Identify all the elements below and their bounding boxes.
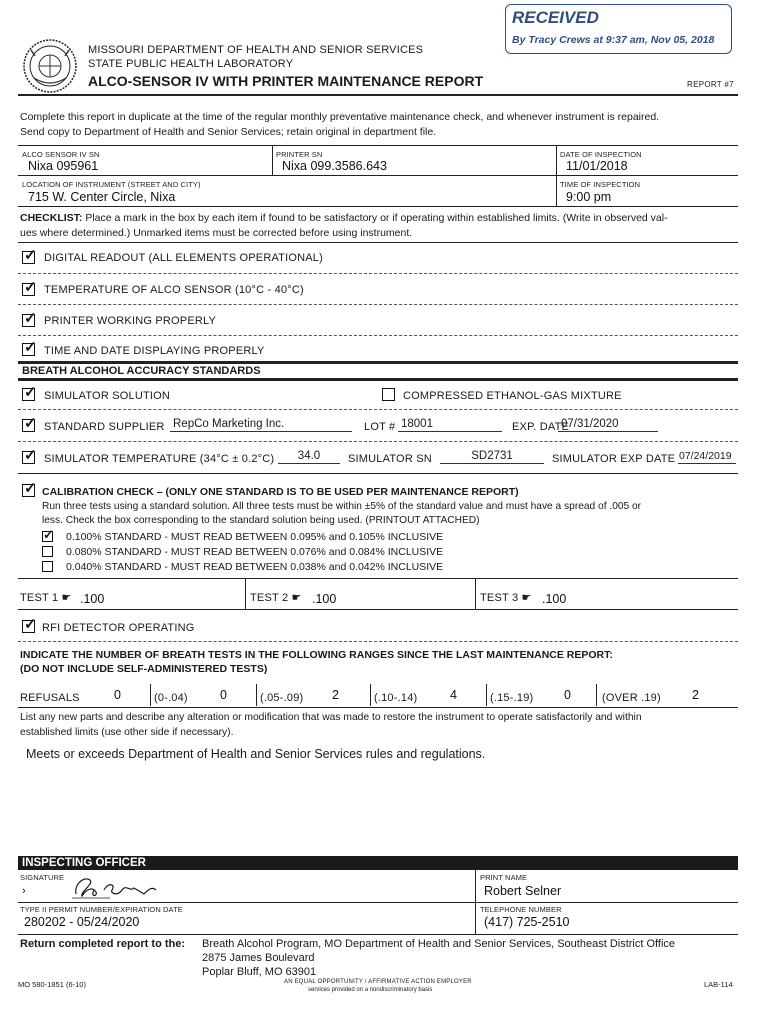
received-stamp	[505, 4, 732, 54]
divider	[256, 684, 257, 706]
intro-line-1: Complete this report in duplicate at the time of the regular monthly preventative maintenance check, and whenever instrument is repaired.	[20, 111, 660, 123]
checklist-item-time-date: TIME AND DATE DISPLAYING PROPERLY	[44, 345, 265, 357]
simulator-solution-label: SIMULATOR SOLUTION	[44, 390, 171, 402]
received-stamp-title: RECEIVED	[512, 8, 599, 27]
signature-label: SIGNATURE	[20, 873, 65, 882]
digital-readout-checkbox[interactable]: ✓	[24, 247, 37, 264]
calibration-heading: CALIBRATION CHECK – (ONLY ONE STANDARD IS TO BE USED PER MAINTENANCE REPORT)	[42, 486, 519, 498]
calibration-checkbox[interactable]: ✓	[24, 480, 37, 497]
range-3-label: (.10-.14)	[374, 692, 418, 704]
header-rule	[18, 94, 738, 96]
test-1-label: TEST 1 ☛	[20, 592, 72, 604]
standards-heading: BREATH ALCOHOL ACCURACY STANDARDS	[22, 365, 261, 377]
divider	[596, 684, 597, 706]
sim-temperature-checkbox[interactable]: ✓	[24, 447, 37, 464]
divider	[18, 378, 738, 381]
ranges-heading-2: (DO NOT INCLUDE SELF-ADMINISTERED TESTS)	[20, 663, 268, 675]
printer-sn-label: PRINTER SN	[276, 150, 323, 159]
range-2-label: (.05-.09)	[260, 692, 304, 704]
ranges-heading-1: INDICATE THE NUMBER OF BREATH TESTS IN THE FOLLOWING RANGES SINCE THE LAST MAINTENANCE REPORT:	[20, 649, 613, 661]
date-label: DATE OF INSPECTION	[560, 150, 642, 159]
divider	[18, 335, 738, 336]
return-line-1: Breath Alcohol Program, MO Department of Health and Senior Services, Southeast District Office	[202, 938, 676, 950]
range-1-value[interactable]: 0	[220, 688, 227, 702]
lot-field[interactable]: 18001	[398, 418, 502, 432]
header-dept: MISSOURI DEPARTMENT OF HEALTH AND SENIOR SERVICES	[88, 44, 424, 56]
exp-label: EXP. DATE	[512, 421, 570, 433]
sim-exp-field[interactable]: 07/24/2019	[678, 450, 736, 464]
location-label: LOCATION OF INSTRUMENT (STREET AND CITY)	[22, 180, 201, 189]
divider	[18, 273, 738, 274]
divider	[370, 684, 371, 706]
divider	[18, 641, 738, 642]
exp-field[interactable]: 07/31/2020	[558, 418, 658, 432]
footer-services: services provided on a nondiscriminatory basis	[308, 987, 433, 993]
divider	[18, 361, 738, 364]
phone-label: TELEPHONE NUMBER	[480, 905, 562, 914]
divider	[18, 934, 738, 935]
signature-image[interactable]	[70, 872, 160, 902]
supplier-field[interactable]: RepCo Marketing Inc.	[170, 418, 352, 432]
divider	[18, 242, 738, 243]
location-value: 715 W. Center Circle, Nixa	[28, 190, 176, 204]
checklist-line-2: ues where determined.) Unmarked items must be corrected before using instrument.	[20, 227, 413, 239]
test-2-label: TEST 2 ☛	[250, 592, 302, 604]
signature-marker: ›	[22, 885, 26, 897]
simulator-solution-checkbox[interactable]: ✓	[24, 384, 37, 401]
standard-option-0040: 0.040% STANDARD - MUST READ BETWEEN 0.038% and 0.042% INCLUSIVE	[66, 561, 444, 573]
permit-value[interactable]: 280202 - 05/24/2020	[24, 915, 140, 929]
rfi-checkbox[interactable]: ✓	[24, 616, 37, 633]
test-1-value[interactable]: .100	[80, 592, 105, 606]
standard-option-0100: 0.100% STANDARD - MUST READ BETWEEN 0.095% and 0.105% INCLUSIVE	[66, 531, 444, 543]
divider	[18, 206, 738, 207]
time-value: 9:00 pm	[566, 190, 612, 204]
test-3-value[interactable]: .100	[542, 592, 567, 606]
sim-temperature-label: SIMULATOR TEMPERATURE (34°C ± 0.2°C)	[44, 453, 275, 465]
checklist-label: CHECKLIST:	[20, 212, 83, 224]
rfi-label: RFI DETECTOR OPERATING	[42, 622, 195, 634]
return-line-2: 2875 James Boulevard	[202, 952, 315, 964]
return-line-3: Poplar Bluff, MO 63901	[202, 966, 317, 978]
parts-line-2: established limits (use other side if necessary).	[20, 727, 234, 738]
state-seal-icon	[22, 38, 78, 94]
checklist-item-temperature: TEMPERATURE OF ALCO SENSOR (10°C - 40°C)	[44, 284, 304, 296]
permit-label: TYPE II PERMIT NUMBER/EXPIRATION DATE	[20, 905, 183, 914]
test-2-value[interactable]: .100	[312, 592, 337, 606]
range-2-value[interactable]: 2	[332, 688, 339, 702]
checklist-intro	[20, 212, 668, 224]
alco-sn-label: ALCO SENSOR IV SN	[22, 150, 100, 159]
range-5-label: (OVER .19)	[602, 692, 661, 704]
checklist-item-printer: PRINTER WORKING PROPERLY	[44, 315, 217, 327]
intro-line-2: Send copy to Department of Health and Senior Services; retain original in department file.	[20, 126, 437, 138]
sim-sn-field[interactable]: SD2731	[440, 450, 544, 464]
sim-sn-label: SIMULATOR SN	[348, 453, 432, 465]
standard-0100-checkbox[interactable]: ✓	[43, 527, 54, 542]
compressed-gas-checkbox[interactable]	[382, 388, 395, 401]
parts-note[interactable]: Meets or exceeds Department of Health and Senior Services rules and regulations.	[26, 747, 486, 761]
standard-0080-checkbox[interactable]	[42, 546, 53, 557]
standard-0040-checkbox[interactable]	[42, 561, 53, 572]
refusals-label: REFUSALS	[20, 692, 80, 704]
print-name-value[interactable]: Robert Selner	[484, 884, 562, 898]
divider	[18, 441, 738, 442]
checklist-line-1: Place a mark in the box by each item if found to be satisfactory or if operating within established limits. (Write in observed val-	[85, 212, 668, 224]
divider	[18, 175, 738, 176]
divider	[150, 684, 151, 706]
phone-value[interactable]: (417) 725-2510	[484, 915, 570, 929]
range-3-value[interactable]: 4	[450, 688, 457, 702]
officer-heading: INSPECTING OFFICER	[22, 857, 146, 869]
time-label: TIME OF INSPECTION	[560, 180, 641, 189]
header-lab: STATE PUBLIC HEALTH LABORATORY	[88, 58, 294, 70]
report-number: REPORT #7	[687, 80, 734, 89]
range-5-value[interactable]: 2	[692, 688, 699, 702]
divider	[245, 579, 246, 609]
divider	[486, 684, 487, 706]
refusals-value[interactable]: 0	[114, 688, 121, 702]
footer-lab-number: LAB-114	[704, 980, 733, 989]
compressed-gas-label: COMPRESSED ETHANOL-GAS MIXTURE	[403, 390, 622, 402]
date-value: 11/01/2018	[566, 159, 628, 173]
supplier-label: STANDARD SUPPLIER	[44, 421, 165, 433]
sim-temperature-field[interactable]: 34.0	[278, 450, 340, 464]
calibration-line-1: Run three tests using a standard solution. All three tests must be within ±5% of the standard value and must have a spread of .005 or	[42, 501, 642, 512]
sim-exp-label: SIMULATOR EXP DATE	[552, 453, 676, 465]
divider	[18, 707, 738, 708]
range-4-label: (.15-.19)	[490, 692, 534, 704]
divider	[18, 473, 738, 474]
lot-label: LOT #	[364, 421, 396, 433]
checklist-item-digital-readout: DIGITAL READOUT (ALL ELEMENTS OPERATIONAL)	[44, 252, 323, 264]
received-stamp-line: By Tracy Crews at 9:37 am, Nov 05, 2018	[512, 34, 715, 46]
divider	[475, 579, 476, 609]
divider	[18, 902, 738, 903]
divider	[18, 578, 738, 579]
range-4-value[interactable]: 0	[564, 688, 571, 702]
divider	[272, 145, 273, 175]
divider	[18, 409, 738, 410]
footer-eoe: AN EQUAL OPPORTUNITY / AFFIRMATIVE ACTION EMPLOYER	[284, 979, 472, 985]
standard-option-0080: 0.080% STANDARD - MUST READ BETWEEN 0.076% and 0.084% INCLUSIVE	[66, 546, 444, 558]
test-3-label: TEST 3 ☛	[480, 592, 532, 604]
printer-sn-value: Nixa 099.3586.643	[282, 159, 387, 173]
time-date-checkbox[interactable]: ✓	[24, 339, 37, 356]
page-title: ALCO-SENSOR IV WITH PRINTER MAINTENANCE REPORT	[88, 73, 484, 89]
divider	[18, 609, 738, 610]
divider	[18, 304, 738, 305]
supplier-checkbox[interactable]: ✓	[24, 415, 37, 432]
temperature-checkbox[interactable]: ✓	[24, 279, 37, 296]
footer-form-number: MO 580-1851 (6-10)	[18, 980, 86, 989]
calibration-line-2: less. Check the box corresponding to the standard solution being used. (PRINTOUT ATTACHED)	[42, 515, 480, 526]
print-name-label: PRINT NAME	[480, 873, 528, 882]
printer-working-checkbox[interactable]: ✓	[24, 310, 37, 327]
alco-sn-value: Nixa 095961	[28, 159, 99, 173]
divider	[18, 145, 738, 146]
range-1-label: (0-.04)	[154, 692, 188, 704]
parts-line-1: List any new parts and describe any alteration or modification that was made to restore the instrument to operate satisfactorily and within	[20, 712, 642, 723]
return-label: Return completed report to the:	[20, 938, 186, 950]
